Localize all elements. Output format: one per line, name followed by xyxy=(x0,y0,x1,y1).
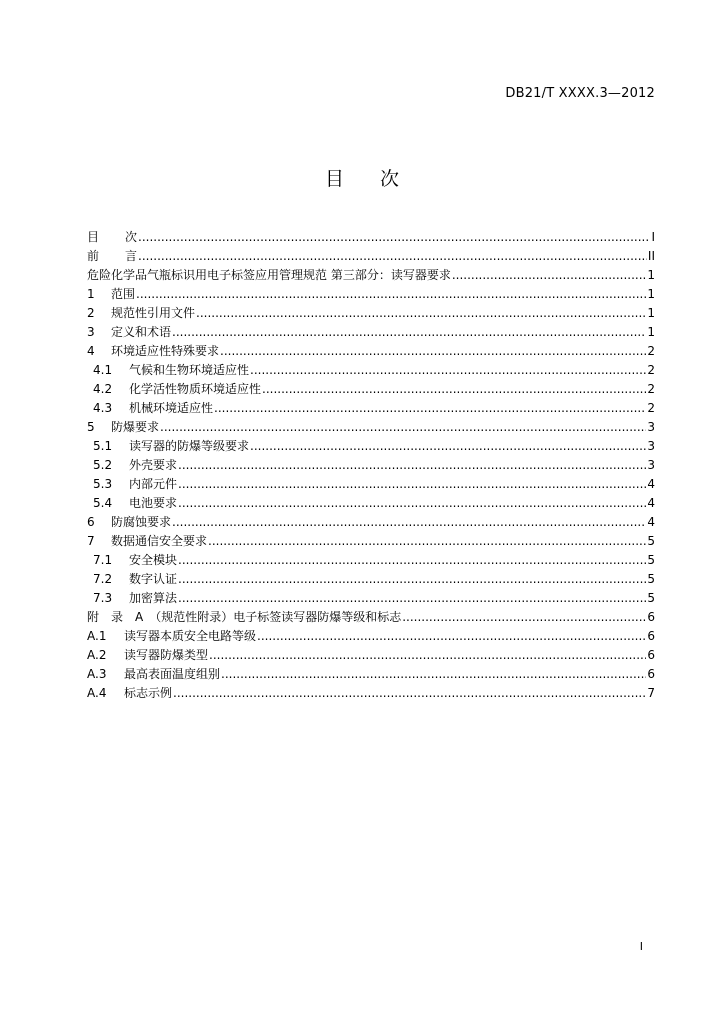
toc-entry-page: 5 xyxy=(647,534,655,548)
toc-entry-number: 7.1 xyxy=(93,553,113,567)
toc-entry-title: 内部元件 xyxy=(129,477,178,491)
toc-leader-dots xyxy=(178,589,646,608)
toc-entry[interactable] xyxy=(87,513,655,532)
toc-entry-title: 附 录 A （规范性附录）电子标签读写器防爆等级和标志 xyxy=(87,610,402,624)
toc-entry-title: 定义和术语 xyxy=(111,325,172,339)
page-title xyxy=(0,164,724,191)
toc-entry-number: 5.2 xyxy=(93,458,113,472)
toc-entry-number: A.2 xyxy=(87,648,107,662)
toc-entry-title: 气候和生物环境适应性 xyxy=(129,363,250,377)
toc-entry-page: 3 xyxy=(647,420,655,434)
toc-entry-page: II xyxy=(647,249,655,263)
toc-entry-title: 电池要求 xyxy=(129,496,178,510)
toc-entry-number: 5 xyxy=(87,420,95,434)
toc-entry-page: 2 xyxy=(647,363,655,377)
toc-entry-page: 1 xyxy=(647,306,655,320)
toc-leader-dots xyxy=(209,646,646,665)
toc-entry-number: 4.1 xyxy=(93,363,113,377)
toc-leader-dots xyxy=(172,323,646,342)
toc-entry-number: 7 xyxy=(87,534,95,548)
toc-entry-number: 5.1 xyxy=(93,439,113,453)
toc-entry-title: 环境适应性特殊要求 xyxy=(111,344,220,358)
toc-entry-number: 5.3 xyxy=(93,477,113,491)
toc-entry-page: 5 xyxy=(647,572,655,586)
toc-entry-title: 防腐蚀要求 xyxy=(111,515,172,529)
toc-leader-dots xyxy=(178,475,646,494)
document-code: DB21/T XXXX.3—2012 xyxy=(505,86,655,101)
table-of-contents xyxy=(87,228,655,703)
toc-entry-number: 7.3 xyxy=(93,591,113,605)
toc-entry-title: 规范性引用文件 xyxy=(111,306,196,320)
toc-leader-dots xyxy=(178,494,646,513)
toc-entry-number: 6 xyxy=(87,515,95,529)
toc-entry-page: 5 xyxy=(647,591,655,605)
toc-entry[interactable] xyxy=(87,627,655,646)
toc-entry[interactable] xyxy=(87,646,655,665)
toc-entry-title: 防爆要求 xyxy=(111,420,160,434)
toc-entry-page: 2 xyxy=(647,401,655,415)
toc-leader-dots xyxy=(160,418,646,437)
toc-leader-dots xyxy=(221,665,646,684)
toc-entry-title: 读写器的防爆等级要求 xyxy=(129,439,250,453)
toc-entry-page: 5 xyxy=(647,553,655,567)
toc-entry[interactable] xyxy=(87,456,655,475)
toc-entry-page: 3 xyxy=(647,439,655,453)
page-title-first-char: 目 xyxy=(324,168,344,190)
toc-entry-number: 4.3 xyxy=(93,401,113,415)
toc-entry[interactable] xyxy=(87,323,655,342)
toc-entry-title: 数字认证 xyxy=(129,572,178,586)
toc-entry-title: 标志示例 xyxy=(124,686,173,700)
toc-entry-title: 读写器本质安全电路等级 xyxy=(124,629,257,643)
page-number: I xyxy=(639,940,643,953)
toc-entry-title: 外壳要求 xyxy=(129,458,178,472)
toc-entry[interactable] xyxy=(87,551,655,570)
toc-entry-number: A.1 xyxy=(87,629,107,643)
toc-entry-page: 6 xyxy=(647,610,655,624)
toc-entry-number: 前 xyxy=(87,249,100,263)
toc-entry-title: 危险化学品气瓶标识用电子标签应用管理规范 第三部分：读写器要求 xyxy=(87,268,451,282)
toc-entry-title: 数据通信安全要求 xyxy=(111,534,208,548)
toc-entry-page: 1 xyxy=(647,287,655,301)
toc-leader-dots xyxy=(178,570,646,589)
toc-entry[interactable] xyxy=(87,608,655,627)
toc-entry-number: A.4 xyxy=(87,686,107,700)
toc-entry[interactable] xyxy=(87,399,655,418)
toc-leader-dots xyxy=(250,361,646,380)
toc-entry-page: 2 xyxy=(647,344,655,358)
toc-entry[interactable] xyxy=(87,684,655,703)
toc-entry-page: 4 xyxy=(647,496,655,510)
toc-entry-title: 读写器防爆类型 xyxy=(124,648,209,662)
toc-entry-title: 化学活性物质环境适应性 xyxy=(129,382,262,396)
toc-entry-title: 安全模块 xyxy=(129,553,178,567)
toc-entry[interactable] xyxy=(87,380,655,399)
toc-entry-number: 4 xyxy=(87,344,95,358)
toc-leader-dots xyxy=(178,456,646,475)
toc-entry[interactable] xyxy=(87,418,655,437)
toc-entry-number: 目 xyxy=(87,230,100,244)
toc-entry-page: 1 xyxy=(647,268,655,282)
toc-entry-page: 7 xyxy=(647,686,655,700)
toc-entry[interactable] xyxy=(87,589,655,608)
toc-leader-dots xyxy=(136,285,646,304)
toc-leader-dots xyxy=(196,304,646,323)
toc-entry-page: I xyxy=(651,230,655,244)
toc-leader-dots xyxy=(208,532,646,551)
toc-entry-number: 4.2 xyxy=(93,382,113,396)
toc-leader-dots xyxy=(250,437,646,456)
toc-entry-page: 1 xyxy=(647,325,655,339)
toc-leader-dots xyxy=(173,684,646,703)
toc-entry-number: 1 xyxy=(87,287,95,301)
toc-entry[interactable] xyxy=(87,494,655,513)
toc-entry[interactable] xyxy=(87,285,655,304)
toc-entry-number: 3 xyxy=(87,325,95,339)
toc-entry-title: 加密算法 xyxy=(129,591,178,605)
toc-leader-dots xyxy=(214,399,646,418)
toc-entry[interactable] xyxy=(87,532,655,551)
toc-leader-dots xyxy=(402,608,646,627)
toc-leader-dots xyxy=(257,627,646,646)
toc-entry[interactable] xyxy=(87,247,655,266)
page-title-second-char: 次 xyxy=(380,168,400,190)
toc-entry[interactable] xyxy=(87,342,655,361)
toc-entry-page: 2 xyxy=(647,382,655,396)
toc-entry[interactable] xyxy=(87,361,655,380)
toc-entry-title: 范围 xyxy=(111,287,136,301)
toc-leader-dots xyxy=(138,228,650,247)
toc-entry[interactable] xyxy=(87,437,655,456)
toc-entry-page: 3 xyxy=(647,458,655,472)
toc-entry-number: 7.2 xyxy=(93,572,113,586)
toc-leader-dots xyxy=(220,342,646,361)
toc-entry-number: 5.4 xyxy=(93,496,113,510)
toc-entry[interactable] xyxy=(87,475,655,494)
toc-entry-number: 2 xyxy=(87,306,95,320)
toc-entry-page: 4 xyxy=(647,477,655,491)
toc-entry-title: 最高表面温度组别 xyxy=(124,667,221,681)
toc-entry[interactable] xyxy=(87,665,655,684)
toc-entry-title: 机械环境适应性 xyxy=(129,401,214,415)
toc-entry[interactable] xyxy=(87,570,655,589)
toc-entry-number: A.3 xyxy=(87,667,107,681)
toc-entry-page: 4 xyxy=(647,515,655,529)
toc-entry-page: 6 xyxy=(647,667,655,681)
toc-leader-dots xyxy=(138,247,647,266)
toc-leader-dots xyxy=(172,513,646,532)
toc-entry-page: 6 xyxy=(647,629,655,643)
toc-leader-dots xyxy=(452,266,647,285)
toc-entry[interactable] xyxy=(87,228,655,247)
toc-entry-page: 6 xyxy=(647,648,655,662)
toc-entry-title: 言 xyxy=(125,249,138,263)
toc-entry[interactable] xyxy=(87,304,655,323)
toc-entry-title: 次 xyxy=(125,230,138,244)
toc-leader-dots xyxy=(178,551,646,570)
toc-entry[interactable] xyxy=(87,266,655,285)
toc-leader-dots xyxy=(262,380,646,399)
